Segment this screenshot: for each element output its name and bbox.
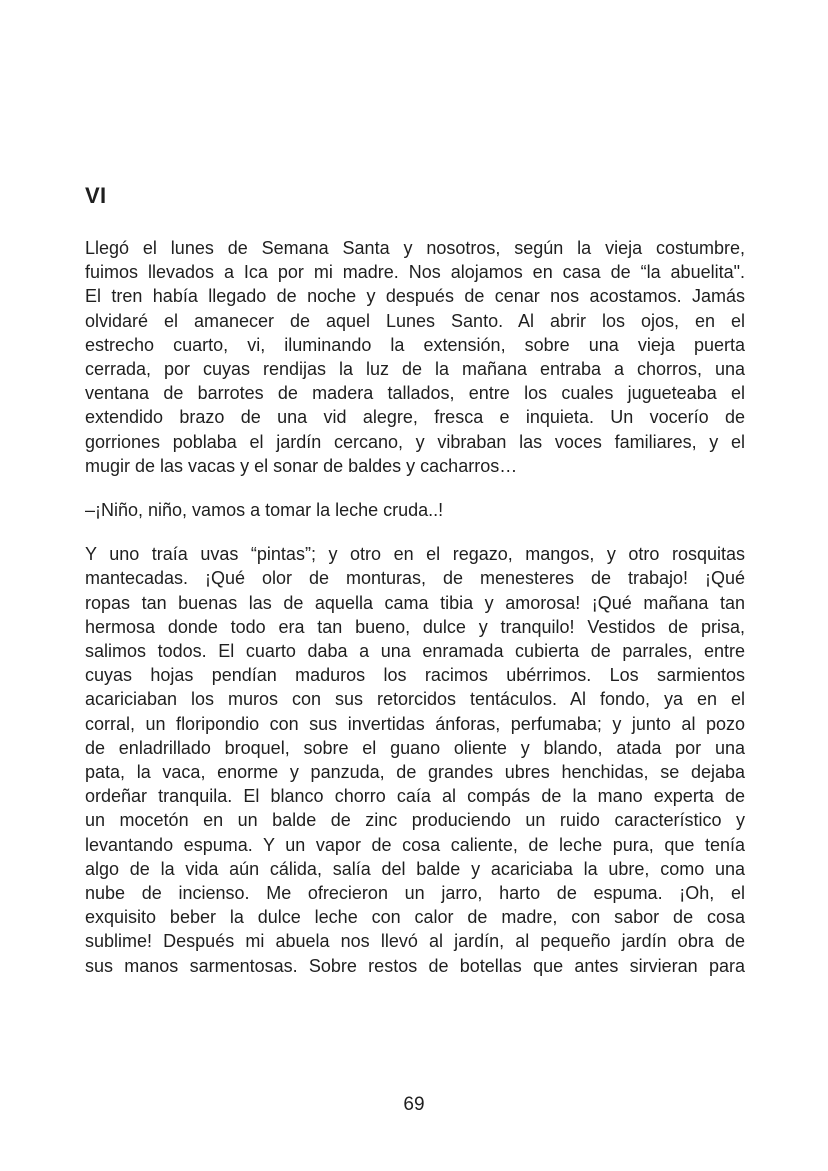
page-number: 69 bbox=[403, 1094, 425, 1115]
text-line: un mocetón en un balde de zinc produciendo un ruido característico y bbox=[85, 810, 745, 831]
text-line: sus manos sarmentosas. Sobre restos de botellas que antes sirvieran para bbox=[85, 955, 745, 976]
page-content bbox=[85, 183, 745, 998]
text-line: –¡Niño, niño, vamos a tomar la leche cruda..! bbox=[85, 500, 444, 521]
text-line: sublime! Después mi abuela nos llevó al jardín, al pequeño jardín obra de bbox=[85, 931, 745, 952]
text-line: mantecadas. ¡Qué olor de monturas, de menesteres de trabajo! ¡Qué bbox=[85, 568, 745, 589]
text-line: corral, un floripondio con sus invertidas ánforas, perfumaba; y junto al pozo bbox=[85, 713, 745, 734]
text-line: de enladrillado broquel, sobre el guano oliente y blando, atada por una bbox=[85, 737, 745, 758]
chapter-heading: VI bbox=[85, 183, 107, 208]
text-line: cerrada, por cuyas rendijas la luz de la mañana entraba a chorros, una bbox=[85, 359, 745, 380]
text-line: acariciaban los muros con sus retorcidos tentáculos. Al fondo, ya en el bbox=[85, 689, 745, 710]
text-line: algo de la vida aún cálida, salía del balde y acariciaba la ubre, como una bbox=[85, 858, 745, 879]
text-line: hermosa donde todo era tan bueno, dulce y tranquilo! Vestidos de prisa, bbox=[85, 616, 745, 637]
text-line: El tren había llegado de noche y después de cenar nos acostamos. Jamás bbox=[85, 286, 745, 307]
text-line: exquisito beber la dulce leche con calor de madre, con sabor de cosa bbox=[85, 907, 745, 928]
paragraph bbox=[85, 498, 745, 522]
paragraph bbox=[85, 542, 745, 978]
text-line: Y uno traía uvas “pintas”; y otro en el regazo, mangos, y otro rosquitas bbox=[85, 544, 745, 565]
text-line: gorriones poblaba el jardín cercano, y vibraban las voces familiares, y el bbox=[85, 431, 745, 452]
text-line: fuimos llevados a Ica por mi madre. Nos alojamos en casa de “la abuelita". bbox=[85, 262, 745, 283]
text-line: nube de incienso. Me ofrecieron un jarro, harto de espuma. ¡Oh, el bbox=[85, 883, 745, 904]
text-line: ordeñar tranquila. El blanco chorro caía al compás de la mano experta de bbox=[85, 786, 745, 807]
text-line: levantando espuma. Y un vapor de cosa caliente, de leche pura, que tenía bbox=[85, 834, 745, 855]
text-line: mugir de las vacas y el sonar de baldes y cacharros… bbox=[85, 455, 518, 476]
text-line: cuyas hojas pendían maduros los racimos ubérrimos. Los sarmientos bbox=[85, 665, 745, 686]
text-line: olvidaré el amanecer de aquel Lunes Santo. Al abrir los ojos, en el bbox=[85, 310, 745, 331]
text-line: Llegó el lunes de Semana Santa y nosotros, según la vieja costumbre, bbox=[85, 238, 745, 258]
text-line: ropas tan buenas las de aquella cama tibia y amorosa! ¡Qué mañana tan bbox=[85, 592, 745, 613]
body-text bbox=[85, 236, 745, 978]
text-line: ventana de barrotes de madera tallados, entre los cuales jugueteaba el bbox=[85, 383, 745, 404]
text-line: salimos todos. El cuarto daba a una enramada cubierta de parrales, entre bbox=[85, 641, 745, 662]
text-line: pata, la vaca, enorme y panzuda, de grandes ubres henchidas, se dejaba bbox=[85, 762, 745, 783]
text-line: estrecho cuarto, vi, iluminando la extensión, sobre una vieja puerta bbox=[85, 334, 745, 355]
paragraph bbox=[85, 236, 745, 478]
text-line: extendido brazo de una vid alegre, fresca e inquieta. Un vocerío de bbox=[85, 407, 745, 428]
